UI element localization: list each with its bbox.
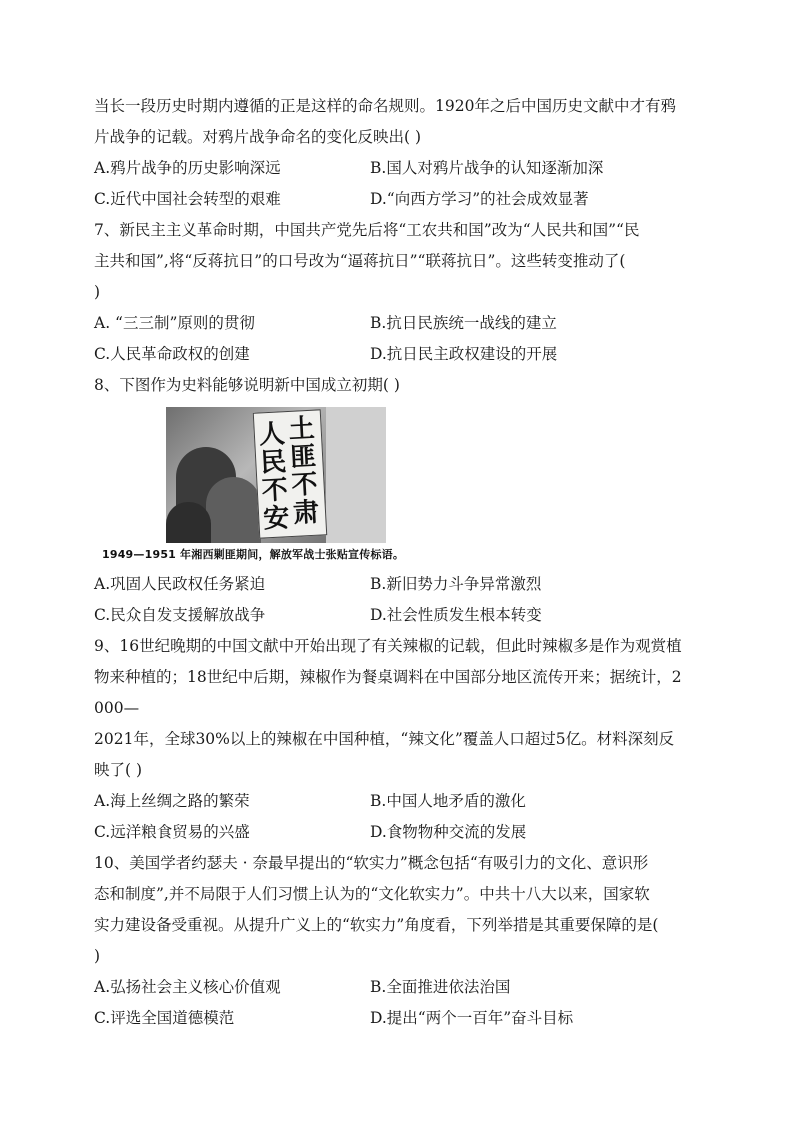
photo-caption: 1949—1951 年湘西剿匪期间，解放军战士张贴宣传标语。 [102,548,405,561]
question-8-options-row-1 [94,569,706,600]
option-b: B.中国人地矛盾的激化 [370,792,526,810]
option-a: A.巩固人民政权任务紧迫 [94,575,266,593]
option-c: C.远洋粮食贸易的兴盛 [94,823,250,841]
option-c: C.评选全国道德模范 [94,1009,235,1027]
question-text-line: 7、新民主主义革命时期，中国共产党先后将“工农共和国”改为“人民共和国”“民 [94,221,640,239]
option-c: C.民众自发支援解放战争 [94,606,266,624]
question-text-line: 2021年，全球30%以上的辣椒在中国种植，“辣文化”覆盖人口超过5亿。材料深刻反 [94,730,675,748]
question-text-line: 000— [94,699,140,717]
question-text-line: 8、下图作为史料能够说明新中国成立初期( ) [94,376,400,394]
question-text-line: 主共和国”,将“反蒋抗日”的口号改为“逼蒋抗日”“联蒋抗日”。这些转变推动了( [94,252,626,270]
option-d: D.食物物种交流的发展 [370,823,527,841]
option-d: D.抗日民主政权建设的开展 [370,345,558,363]
option-c: C.人民革命政权的创建 [94,345,250,363]
question-text-line: 物来种植的；18世纪中后期，辣椒作为餐桌调料在中国部分地区流传开来；据统计，2 [94,668,682,686]
question-text-line: 当长一段历史时期内遵循的正是这样的命名规则。1920年之后中国历史文献中才有鸦 [94,97,676,115]
question-6-stem [94,91,706,153]
question-10-options-row-2 [94,1003,706,1034]
question-9-options-row-2 [94,817,706,848]
option-b: B.全面推进依法治国 [370,978,511,996]
slogan-poster [253,409,328,538]
question-10-stem [94,848,706,972]
historical-photo [166,407,386,543]
slogan-text-column: 人民不安 [258,419,291,535]
option-c: C.近代中国社会转型的艰难 [94,190,281,208]
question-6-options-row-1 [94,153,706,184]
option-d: D.“向西方学习”的社会成效显著 [370,190,589,208]
question-text-line: 映了( ) [94,761,143,779]
option-b: B.新旧势力斗争异常激烈 [370,575,542,593]
question-10-options-row-1 [94,972,706,1003]
option-d: D.提出“两个一百年”奋斗目标 [370,1009,574,1027]
exam-page [94,91,706,1034]
question-7-options-row-1 [94,308,706,339]
option-d: D.社会性质发生根本转变 [370,606,542,624]
question-text-line: ) [94,283,101,301]
question-8-stem [94,370,706,401]
question-7-stem [94,215,706,308]
question-9-stem [94,631,706,786]
question-8-options-row-2 [94,600,706,631]
soldier-figure [166,502,211,543]
option-b: B.抗日民族统一战线的建立 [370,314,557,332]
option-a: A.弘扬社会主义核心价值观 [94,978,281,996]
option-a: A.海上丝绸之路的繁荣 [94,792,250,810]
soldier-figure [206,477,261,543]
question-7-options-row-2 [94,339,706,370]
question-text-line: 9、16世纪晚期的中国文献中开始出现了有关辣椒的记载，但此时辣椒多是作为观赏植 [94,637,682,655]
question-text-line: 片战争的记载。对鸦片战争命名的变化反映出( ) [94,128,422,146]
option-a: A.鸦片战争的历史影响深远 [94,159,281,177]
question-text-line: 态和制度”,并不局限于人们习惯上认为的“文化软实力”。中共十八大以来，国家软 [94,885,650,903]
question-text-line: 实力建设备受重视。从提升广义上的“软实力”角度看，下列举措是其重要保障的是( [94,916,659,934]
option-a: A. “三三制”原则的贯彻 [94,314,255,332]
question-6-options-row-2 [94,184,706,215]
option-b: B.国人对鸦片战争的认知逐渐加深 [370,159,604,177]
question-9-options-row-1 [94,786,706,817]
historical-photo-figure [94,407,405,567]
slogan-text-column: 土匪不肃 [287,413,320,529]
question-text-line: 10、美国学者约瑟夫 · 奈最早提出的“软实力”概念包括“有吸引力的文化、意识形 [94,854,649,872]
question-text-line: ) [94,947,101,965]
